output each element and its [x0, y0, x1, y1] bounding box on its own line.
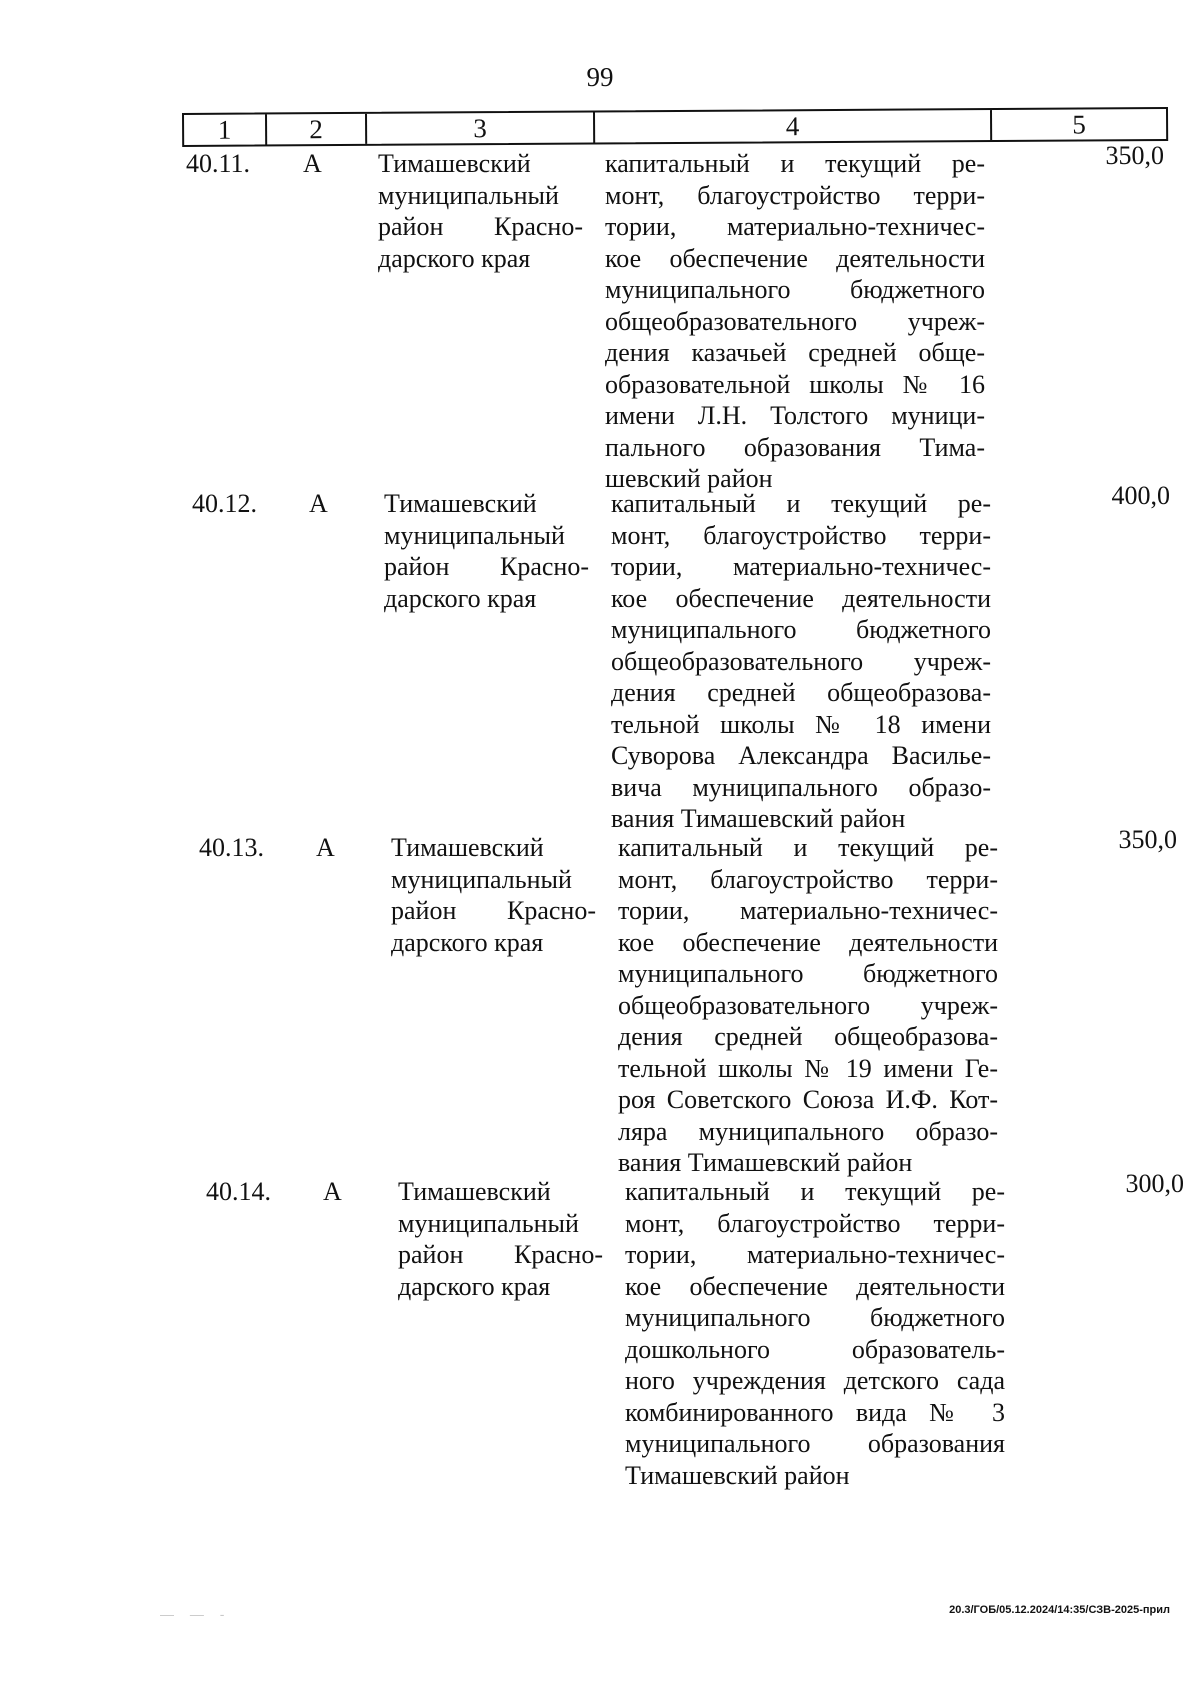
row-number: 40.12.	[192, 489, 257, 518]
description-line: образовательной школы № 16	[605, 369, 985, 399]
row-category: А	[323, 1177, 342, 1206]
description-line: вича муниципального образо-	[611, 772, 991, 802]
row-amount: 350,0	[1105, 141, 1164, 170]
description-line: кое обеспечение деятельности	[625, 1271, 1005, 1301]
description-line: капитальный и текущий ре-	[618, 833, 998, 862]
document-footer-code: 20.3/ГОБ/05.12.2024/14:35/СЗВ-2025-прил	[949, 1604, 1170, 1616]
municipality-line: дарского края	[391, 927, 544, 957]
municipality-line: дарского края	[398, 1271, 551, 1301]
description-line: общеобразовательного учреж-	[605, 306, 985, 336]
description-line: общеобразовательного учреж-	[618, 990, 998, 1020]
description-line: тории, материально-техничес-	[611, 552, 991, 581]
header-cell-1: 1	[184, 114, 267, 145]
scan-dash-mark: — — -	[160, 1606, 231, 1622]
description-line: роя Советского Союза И.Ф. Кот-	[618, 1085, 998, 1114]
description-line: имени Л.Н. Толстого муници-	[605, 401, 985, 430]
description-line: муниципального бюджетного	[625, 1303, 1005, 1332]
row-category: А	[309, 489, 328, 518]
row-municipality	[391, 832, 596, 958]
description-line: муниципального бюджетного	[611, 615, 991, 644]
description-line: тельной школы № 18 имени	[611, 709, 991, 739]
description-line: шевский район	[605, 464, 773, 493]
description-line: ного учреждения детского сада	[625, 1366, 1005, 1395]
row-amount: 300,0	[1125, 1169, 1184, 1198]
description-line: комбинированного вида № 3	[625, 1397, 1005, 1427]
header-cell-5: 5	[1072, 109, 1086, 140]
row-amount: 350,0	[1118, 825, 1177, 854]
municipality-line: Тимашевский	[391, 833, 544, 862]
municipality-line: район Красно-	[384, 552, 589, 581]
description-line: монт, благоустройство терри-	[611, 520, 991, 550]
municipality-line: район Красно-	[391, 896, 596, 925]
description-line: вания Тимашевский район	[618, 1148, 913, 1177]
description-line: монт, благоустройство терри-	[618, 864, 998, 894]
municipality-line: район Красно-	[398, 1240, 603, 1269]
description-line: тории, материально-техничес-	[618, 896, 998, 925]
description-line: кое обеспечение деятельности	[605, 243, 985, 273]
description-line: дения казачьей средней обще-	[605, 338, 985, 367]
description-line: дошкольного образователь-	[625, 1334, 1005, 1364]
row-description	[611, 488, 991, 835]
municipality-line: район Красно-	[378, 212, 583, 241]
description-line: муниципального бюджетного	[605, 275, 985, 304]
row-number: 40.14.	[206, 1177, 271, 1206]
description-line: муниципального бюджетного	[618, 959, 998, 988]
description-line: кое обеспечение деятельности	[618, 927, 998, 957]
municipality-line: муниципальный	[391, 864, 572, 894]
description-line: ляра муниципального образо-	[618, 1116, 998, 1146]
header-cell-3: 3	[367, 112, 595, 143]
municipality-line: Тимашевский	[378, 149, 531, 178]
row-category: А	[303, 149, 322, 178]
description-line: капитальный и текущий ре-	[605, 149, 985, 178]
description-line: монт, благоустройство терри-	[605, 180, 985, 210]
row-number: 40.11.	[186, 149, 251, 178]
municipality-line: муниципальный	[384, 520, 565, 550]
description-line: Тимашевский район	[625, 1460, 850, 1490]
description-line: Суворова Александра Василье-	[611, 741, 991, 770]
description-line: общеобразовательного учреж-	[611, 646, 991, 676]
row-number: 40.13.	[199, 833, 264, 862]
municipality-line: дарского края	[378, 243, 531, 273]
description-line: муниципального образования	[625, 1429, 1005, 1458]
row-amount: 400,0	[1111, 481, 1170, 510]
description-line: вания Тимашевский район	[611, 804, 906, 833]
description-line: дения средней общеобразова-	[618, 1022, 998, 1051]
municipality-line: муниципальный	[378, 180, 559, 210]
municipality-line: Тимашевский	[398, 1177, 551, 1206]
row-description	[618, 832, 998, 1179]
row-description	[605, 148, 985, 495]
description-line: капитальный и текущий ре-	[625, 1177, 1005, 1206]
municipality-line: Тимашевский	[384, 489, 537, 518]
row-municipality	[378, 148, 583, 274]
description-line: тории, материально-техничес-	[605, 212, 985, 241]
description-line: капитальный и текущий ре-	[611, 489, 991, 518]
row-municipality	[398, 1176, 603, 1302]
description-line: тории, материально-техничес-	[625, 1240, 1005, 1269]
header-cell-2: 2	[267, 114, 367, 145]
row-description	[625, 1176, 1005, 1491]
description-line: кое обеспечение деятельности	[611, 583, 991, 613]
municipality-line: муниципальный	[398, 1208, 579, 1238]
page-number: 99	[586, 62, 614, 92]
table-header-row	[182, 107, 1168, 147]
description-line: монт, благоустройство терри-	[625, 1208, 1005, 1238]
municipality-line: дарского края	[384, 583, 537, 613]
description-line: пального образования Тима-	[605, 432, 985, 462]
header-cell-4: 4	[595, 110, 992, 142]
row-municipality	[384, 488, 589, 614]
description-line: тельной школы № 19 имени Ге-	[618, 1053, 998, 1083]
description-line: дения средней общеобразова-	[611, 678, 991, 707]
row-category: А	[316, 833, 335, 862]
